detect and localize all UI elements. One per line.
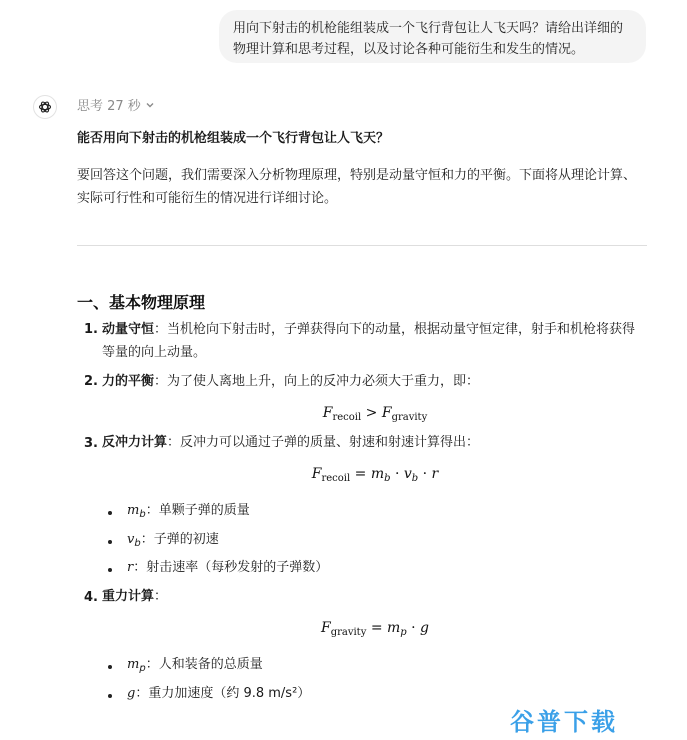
variable-item: $v_b$：子弹的初速 bbox=[127, 532, 219, 549]
list-item-label: 重力计算 bbox=[102, 589, 155, 604]
list-item-text: ：当机枪向下射击时，子弹获得向下的动量，根据动量守恒定律，射手和机枪将获得等量的向上动量。 bbox=[102, 322, 636, 360]
chevron-down-icon bbox=[145, 100, 155, 110]
list-item-text: ：为了使人离地上升，向上的反冲力必须大于重力，即： bbox=[154, 374, 480, 389]
list-item-label: 动量守恒 bbox=[102, 322, 155, 337]
user-message-bubble bbox=[219, 10, 646, 63]
list-number: 3. bbox=[84, 436, 98, 451]
list-item bbox=[102, 431, 647, 454]
bullet-dot bbox=[108, 694, 112, 698]
list-item-text: ：反冲力可以通过子弹的质量、射速和射速计算得出： bbox=[167, 435, 480, 450]
list-item-label: 反冲力计算 bbox=[102, 435, 168, 450]
answer-title: 能否用向下射击的机枪组装成一个飞行背包让人飞天？ bbox=[77, 131, 390, 146]
variable-item: r：射击速率（每秒发射的子弹数） bbox=[127, 560, 329, 575]
openai-logo-icon bbox=[38, 100, 52, 114]
variable-item: $m_b$：单颗子弹的质量 bbox=[127, 503, 250, 520]
user-message-text: 用向下射击的机枪能组装成一个飞行背包让人飞天吗？请给出详细的物理计算和思考过程，以及讨论各种可能衍生和发生的情况。 bbox=[233, 21, 624, 57]
bullet-dot bbox=[108, 568, 112, 572]
list-item-text: ： bbox=[154, 589, 168, 604]
list-item bbox=[102, 318, 647, 364]
formula-recoil: $F_{recoil} = m_b \cdot v_b \cdot r$ bbox=[311, 466, 439, 484]
list-item-label: 力的平衡 bbox=[102, 374, 155, 389]
answer-intro: 要回答这个问题，我们需要深入分析物理原理，特别是动量守恒和力的平衡。下面将从理论计算、实际可行性和可能衍生的情况进行详细讨论。 bbox=[77, 168, 637, 206]
list-item bbox=[102, 585, 647, 608]
section-heading: 一、基本物理原理 bbox=[77, 293, 206, 312]
variable-item: $m_p$：人和装备的总质量 bbox=[127, 657, 263, 674]
list-number: 2. bbox=[84, 374, 98, 389]
list-item bbox=[102, 370, 647, 393]
thinking-toggle[interactable] bbox=[77, 95, 155, 114]
assistant-avatar bbox=[33, 95, 57, 119]
watermark-logo: 谷普下载 bbox=[510, 708, 618, 736]
section-divider bbox=[77, 245, 647, 246]
bullet-dot bbox=[108, 511, 112, 515]
formula-gravity: $F_{gravity} = m_p \cdot g$ bbox=[320, 620, 430, 638]
list-number: 1. bbox=[84, 322, 98, 337]
list-number: 4. bbox=[84, 590, 98, 605]
thinking-label: 思考 27 秒 bbox=[77, 99, 141, 114]
formula-recoil-vs-gravity: $F_{recoil} > F_{gravity}$ bbox=[322, 405, 428, 423]
variable-item: g：重力加速度（约 9.8 m/s²） bbox=[127, 686, 311, 701]
bullet-dot bbox=[108, 665, 112, 669]
bullet-dot bbox=[108, 540, 112, 544]
